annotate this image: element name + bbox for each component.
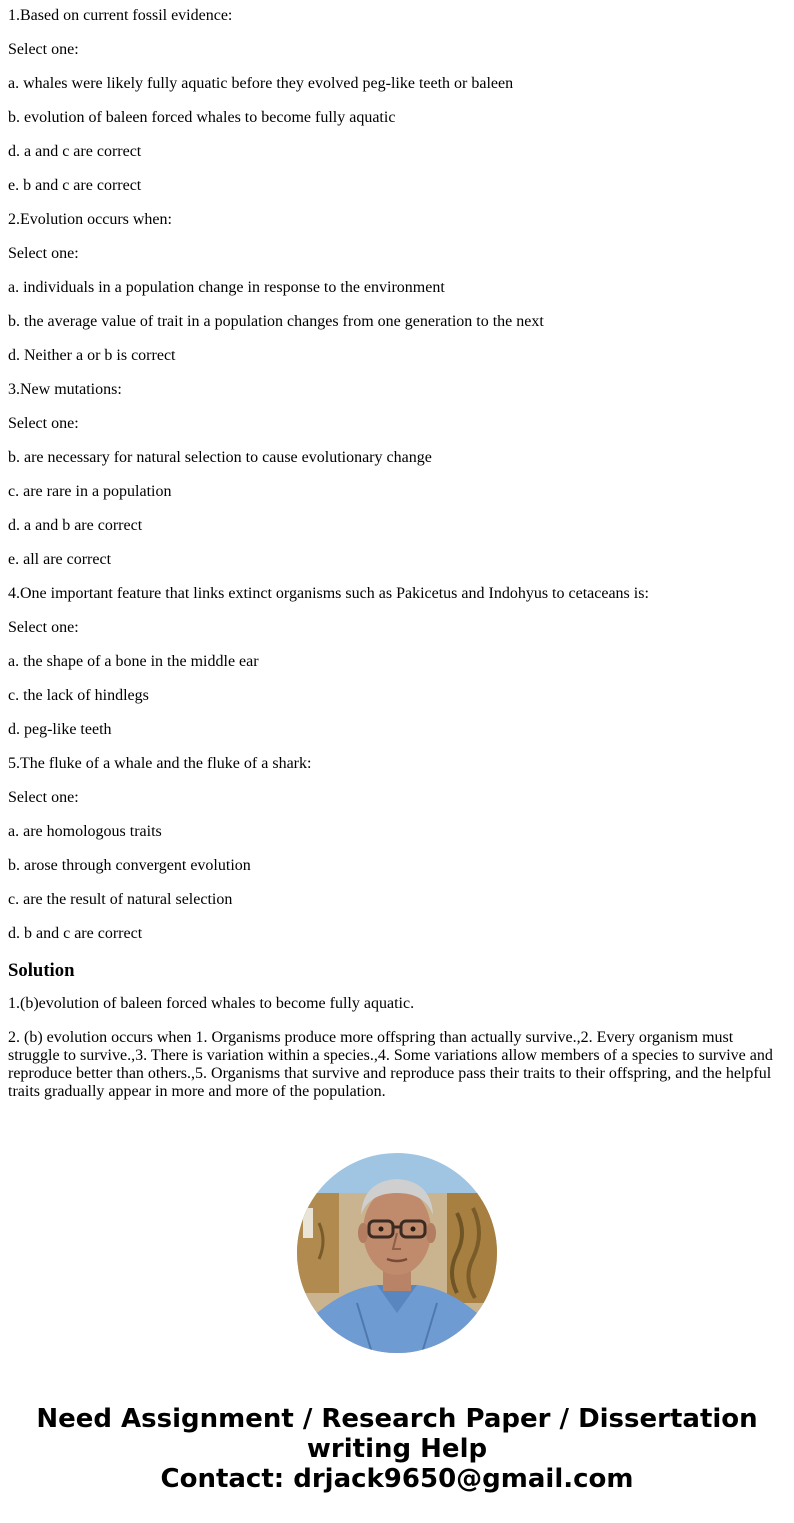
promo-line-2: writing Help <box>306 1434 488 1464</box>
contact-banner <box>0 1404 794 1494</box>
solution-section <box>8 959 786 1101</box>
select-one-label: Select one: <box>8 415 79 432</box>
answer-option: c. are the result of natural selection <box>8 891 233 908</box>
answer-option: d. a and c are correct <box>8 143 142 160</box>
answer-option: d. b and c are correct <box>8 925 143 942</box>
answer-option: d. a and b are correct <box>8 517 143 534</box>
question-5 <box>8 755 786 943</box>
question-1 <box>8 7 786 195</box>
question-prompt: 3.New mutations: <box>8 381 122 398</box>
select-one-label: Select one: <box>8 789 79 806</box>
answer-option: d. peg-like teeth <box>8 721 112 738</box>
question-prompt: 2.Evolution occurs when: <box>8 211 172 228</box>
answer-option: b. the average value of trait in a population changes from one generation to the next <box>8 313 544 330</box>
promo-contact: Contact: drjack9650@gmail.com <box>160 1464 634 1494</box>
solution-answer: 1.(b)evolution of baleen forced whales to become fully aquatic. <box>8 995 415 1012</box>
answer-option: c. are rare in a population <box>8 483 172 500</box>
solution-heading: Solution <box>8 960 75 981</box>
answer-option: b. are necessary for natural selection to cause evolutionary change <box>8 449 432 466</box>
answer-option: d. Neither a or b is correct <box>8 347 176 364</box>
author-avatar <box>297 1153 497 1353</box>
question-4 <box>8 585 786 739</box>
answer-option: e. b and c are correct <box>8 177 142 194</box>
question-3 <box>8 381 786 569</box>
author-photo-illustration <box>297 1153 497 1353</box>
question-prompt: 4.One important feature that links extinct organisms such as Pakicetus and Indohyus to cetaceans is: <box>8 585 649 602</box>
question-2 <box>8 211 786 365</box>
question-prompt: 1.Based on current fossil evidence: <box>8 7 233 24</box>
answer-option: e. all are correct <box>8 551 112 568</box>
select-one-label: Select one: <box>8 619 79 636</box>
promo-line-1: Need Assignment / Research Paper / Dissertation <box>36 1404 758 1434</box>
answer-option: a. the shape of a bone in the middle ear <box>8 653 259 670</box>
select-one-label: Select one: <box>8 245 79 262</box>
answer-option: a. are homologous traits <box>8 823 162 840</box>
answer-option: c. the lack of hindlegs <box>8 687 149 704</box>
document-body <box>8 7 786 1117</box>
answer-option: a. individuals in a population change in response to the environment <box>8 279 445 296</box>
select-one-label: Select one: <box>8 41 79 58</box>
answer-option: a. whales were likely fully aquatic before they evolved peg-like teeth or baleen <box>8 75 514 92</box>
question-prompt: 5.The fluke of a whale and the fluke of a shark: <box>8 755 312 772</box>
answer-option: b. evolution of baleen forced whales to become fully aquatic <box>8 109 396 126</box>
answer-option: b. arose through convergent evolution <box>8 857 251 874</box>
solution-answer: 2. (b) evolution occurs when 1. Organisms produce more offspring than actually survive.,2. Every organism must struggle to survive.,3. There is variation within a species.,4. Some variations allow members of a species to survive and reproduce better than others.,5. Organisms that survive and reproduce pass their traits to their offspring, and the helpful traits gradually appear in more and more of the population. <box>8 1029 773 1100</box>
